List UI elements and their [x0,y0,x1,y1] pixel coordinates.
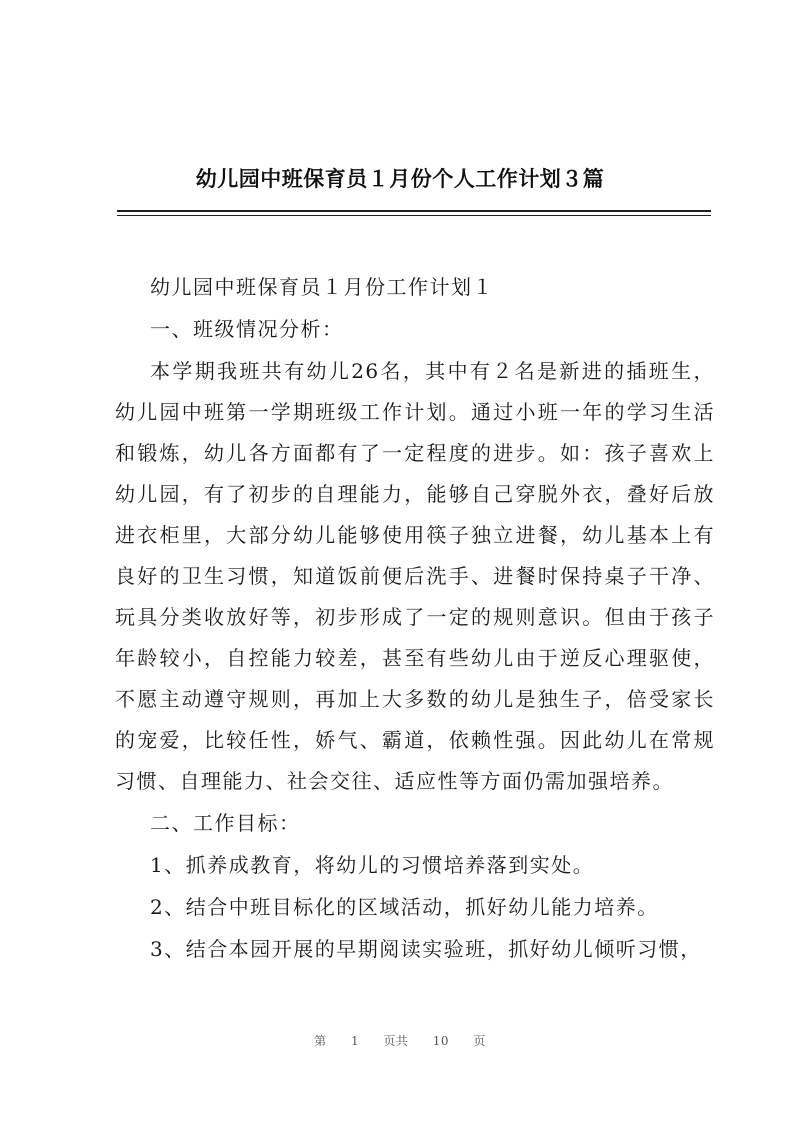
title-underline-thin [117,215,711,216]
goal-item: 2、结合中班目标化的区域活动，抓好幼儿能力培养。 [150,895,659,919]
footer-suffix: 页 [473,1034,486,1048]
footer-prefix: 第 [314,1034,327,1048]
section-heading-class-analysis: 一、班级情况分析： [150,317,344,341]
footer-page-number: 1 [350,1034,360,1048]
section-heading-work-goals: 二、工作目标： [150,811,301,835]
plan-subtitle: 幼儿园中班保育员１月份工作计划１ [150,275,494,299]
footer-mid: 页共 [383,1034,409,1048]
document-body [115,267,715,971]
title-underline [117,210,711,212]
goal-item: 1、抓养成教育，将幼儿的习惯培养落到实处。 [150,853,595,877]
footer-total-pages: 10 [432,1034,450,1048]
goal-item: 3、结合本园开展的早期阅读实验班，抓好幼儿倾听习惯， [150,937,702,961]
class-analysis-paragraph: 本学期我班共有幼儿26名，其中有２名是新进的插班生，幼儿园中班第一学期班级工作计划。通过小班一年的学习生活和锻炼，幼儿各方面都有了一定程度的进步。如：孩子喜欢上幼儿园，有了初步的自理能力，能够自己穿脱外衣，叠好后放进衣柜里，大部分幼儿能够使用筷子独立进餐，幼儿基本上有良好的卫生习惯，知道饭前便后洗手、进餐时保持桌子干净、玩具分类收放好等，初步形成了一定的规则意识。但由于孩子年龄较小，自控能力较差，甚至有些幼儿由于逆反心理驱使，不愿主动遵守规则，再加上大多数的幼儿是独生子，倍受家长的宠爱，比较任性，娇气、霸道，依赖性强。因此幼儿在常规习惯、自理能力、社会交往、适应性等方面仍需加强培养。 [115,359,715,793]
page-footer [0,1032,800,1049]
document-title: 幼儿园中班保育员１月份个人工作计划３篇 [195,166,605,191]
